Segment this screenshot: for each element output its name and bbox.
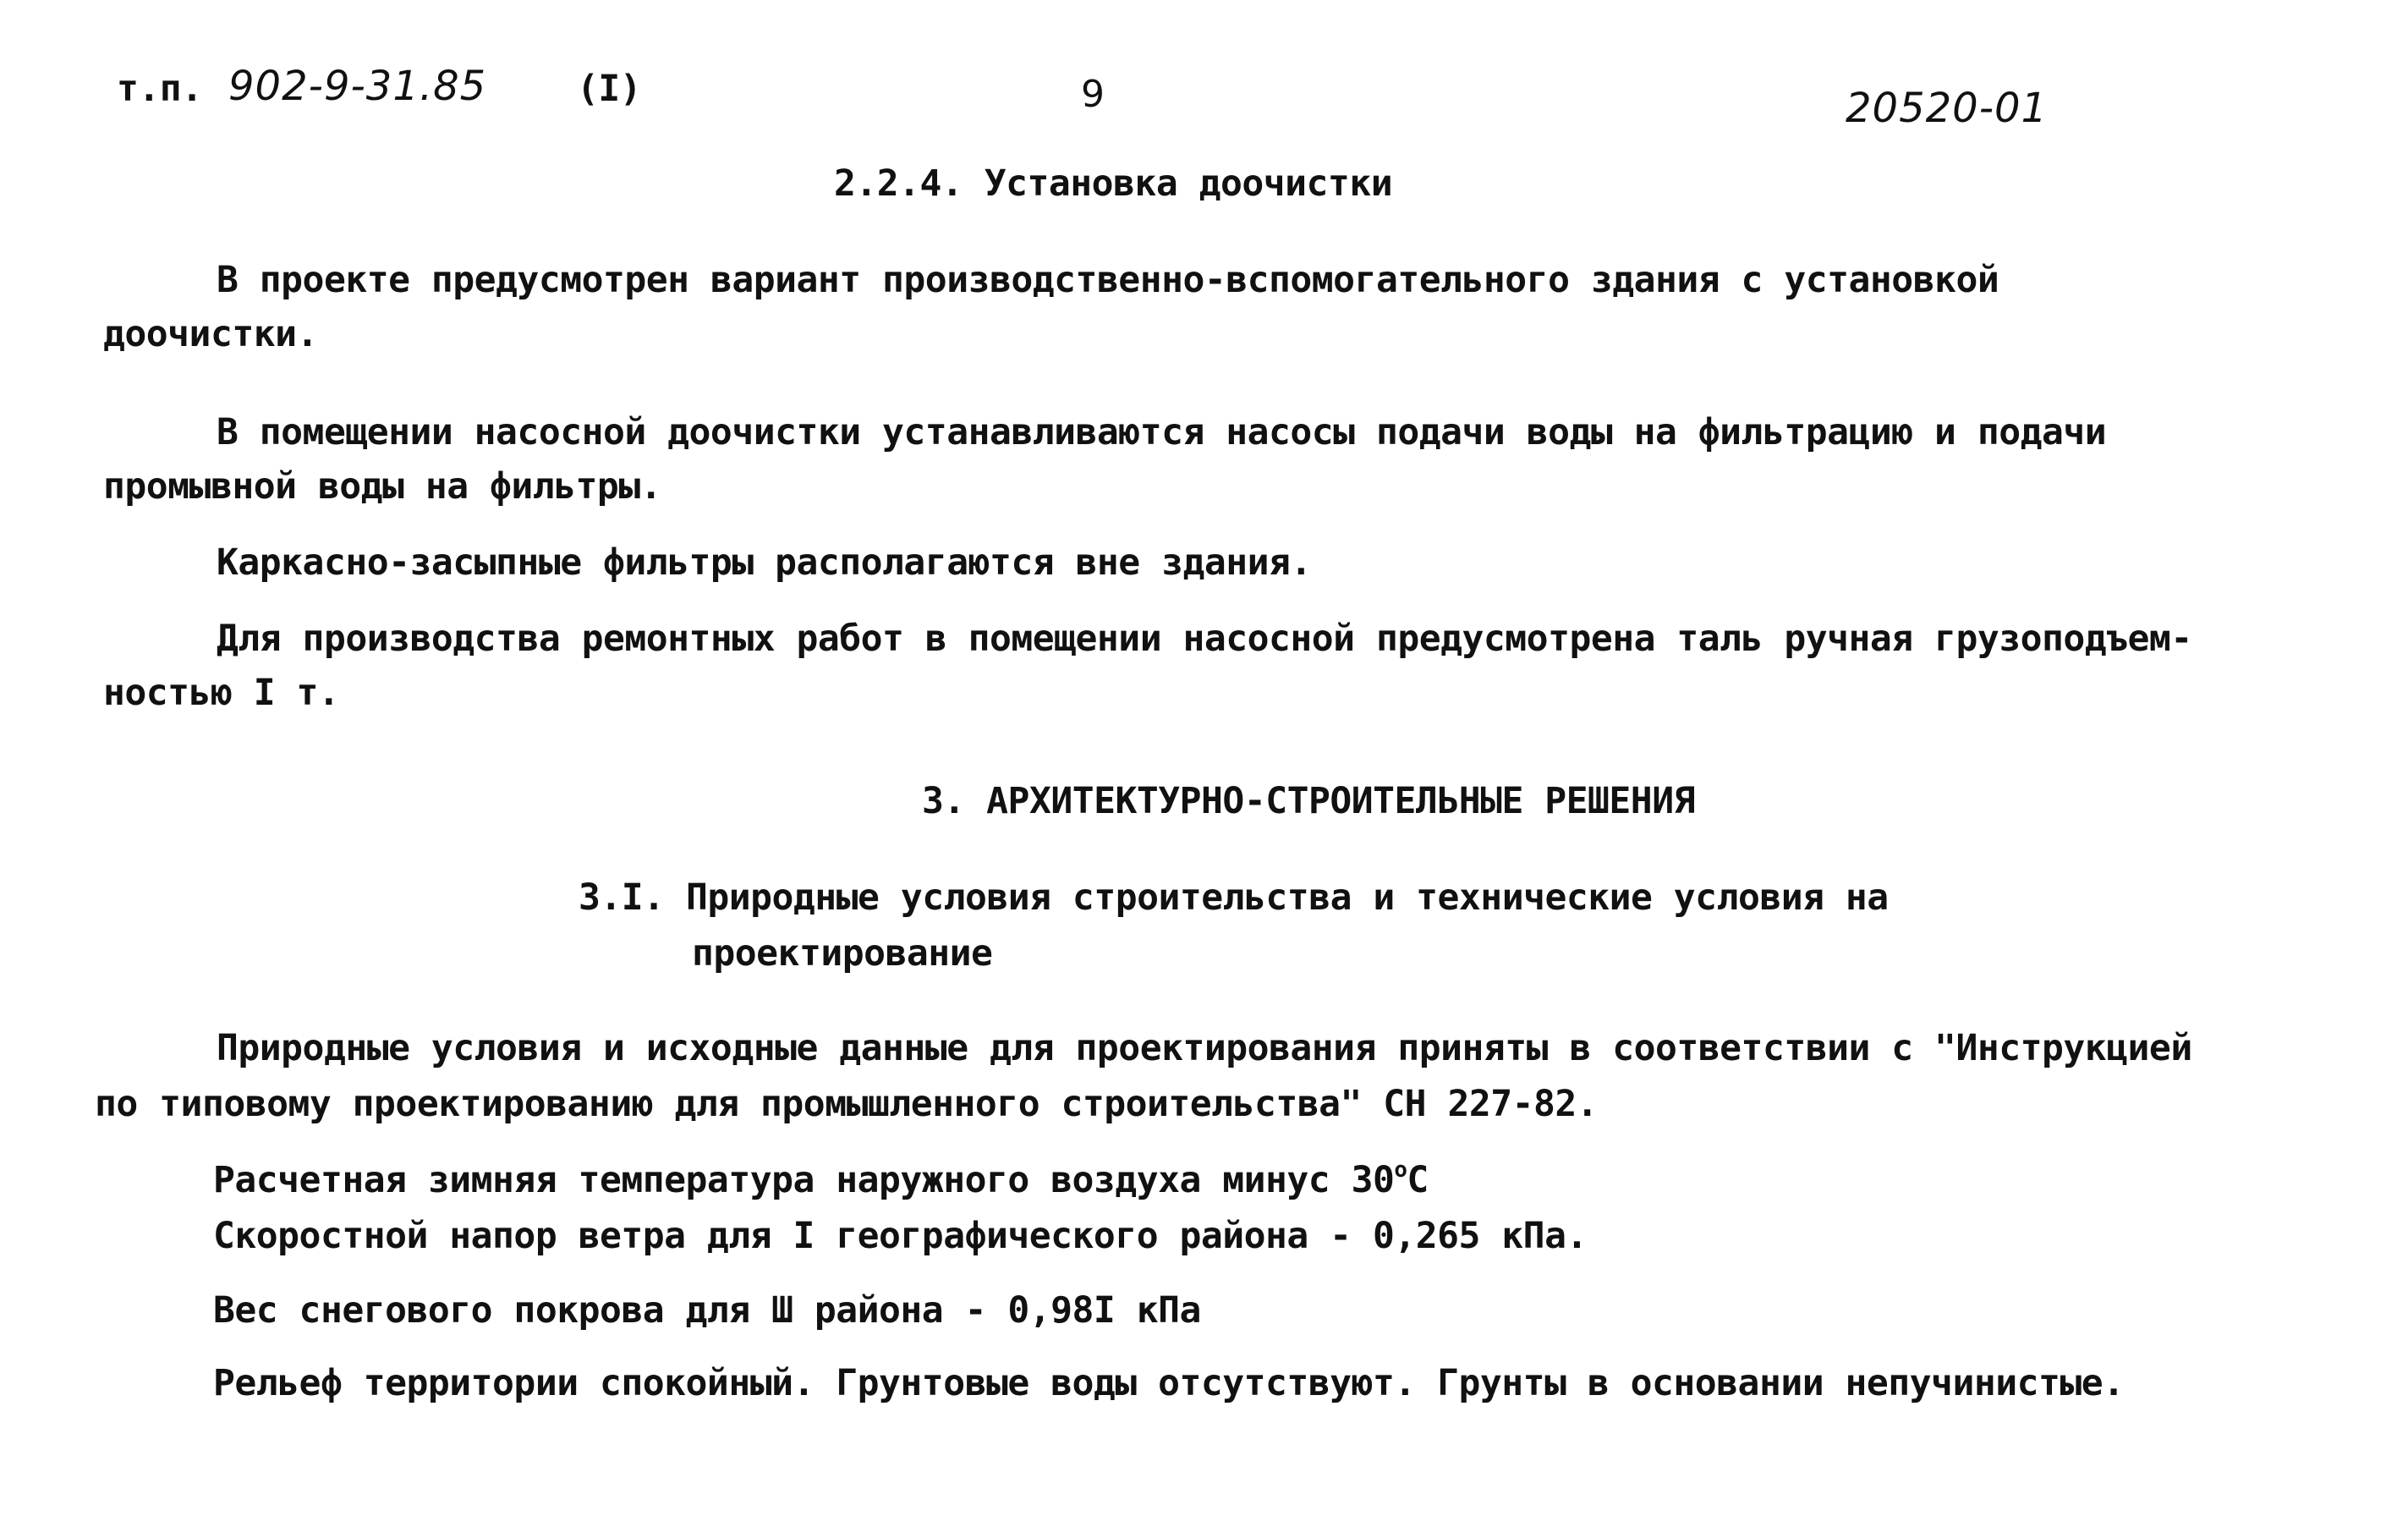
tp-prefix: т.п. [117, 68, 203, 110]
temperature-unit: С [1407, 1159, 1429, 1201]
section-224-p2-line1: В помещении насосной доочистки устанавливаются насосы подачи воды на фильтрацию и подачи [217, 411, 2107, 453]
section-31-title-line1: 3.I. Природные условия строительства и технические условия на [579, 876, 1889, 919]
snow-load: Вес снегового покрова для Ш района - 0,98I кПа [213, 1289, 1201, 1332]
section-31-p1-line2: по типовому проектированию для промышленного строительства" СН 227-82. [95, 1083, 1599, 1125]
degree-sign: о [1394, 1156, 1407, 1183]
winter-temperature [213, 1156, 1429, 1201]
winter-temperature-text: Расчетная зимняя температура наружного воздуха минус 30 [213, 1159, 1395, 1201]
section-3-title: 3. АРХИТЕКТУРНО-СТРОИТЕЛЬНЫЕ РЕШЕНИЯ [922, 780, 1695, 822]
tp-number: 902-9-31.85 [228, 63, 487, 110]
part-number: (I) [577, 68, 642, 110]
section-224-title: 2.2.4. Установка доочистки [834, 162, 1393, 205]
wind-pressure: Скоростной напор ветра для I географического района - 0,265 кПа. [213, 1215, 1588, 1257]
section-224-p2-line2: промывной воды на фильтры. [103, 465, 662, 508]
section-224-p4-line1: Для производства ремонтных работ в помещении насосной предусмотрена таль ручная грузоподъем- [217, 618, 2192, 660]
section-224-p1-line1: В проекте предусмотрен вариант производственно-вспомогательного здания с установкой [217, 259, 1999, 301]
section-31-p1-line1: Природные условия и исходные данные для проектирования приняты в соответствии с "Инструкцией [217, 1027, 2192, 1069]
section-31-title-line2: проектирование [692, 932, 993, 975]
section-224-p4-line2: ностью I т. [103, 672, 340, 714]
section-224-p1-line2: доочистки. [103, 313, 318, 355]
doc-number: 20520-01 [1846, 85, 2049, 132]
page-number: 9 [1081, 73, 1105, 116]
relief-ground: Рельеф территории спокойный. Грунтовые воды отсутствуют. Грунты в основании непучинистые. [213, 1362, 2125, 1404]
section-224-p3: Каркасно-засыпные фильтры располагаются вне здания. [217, 541, 1312, 584]
